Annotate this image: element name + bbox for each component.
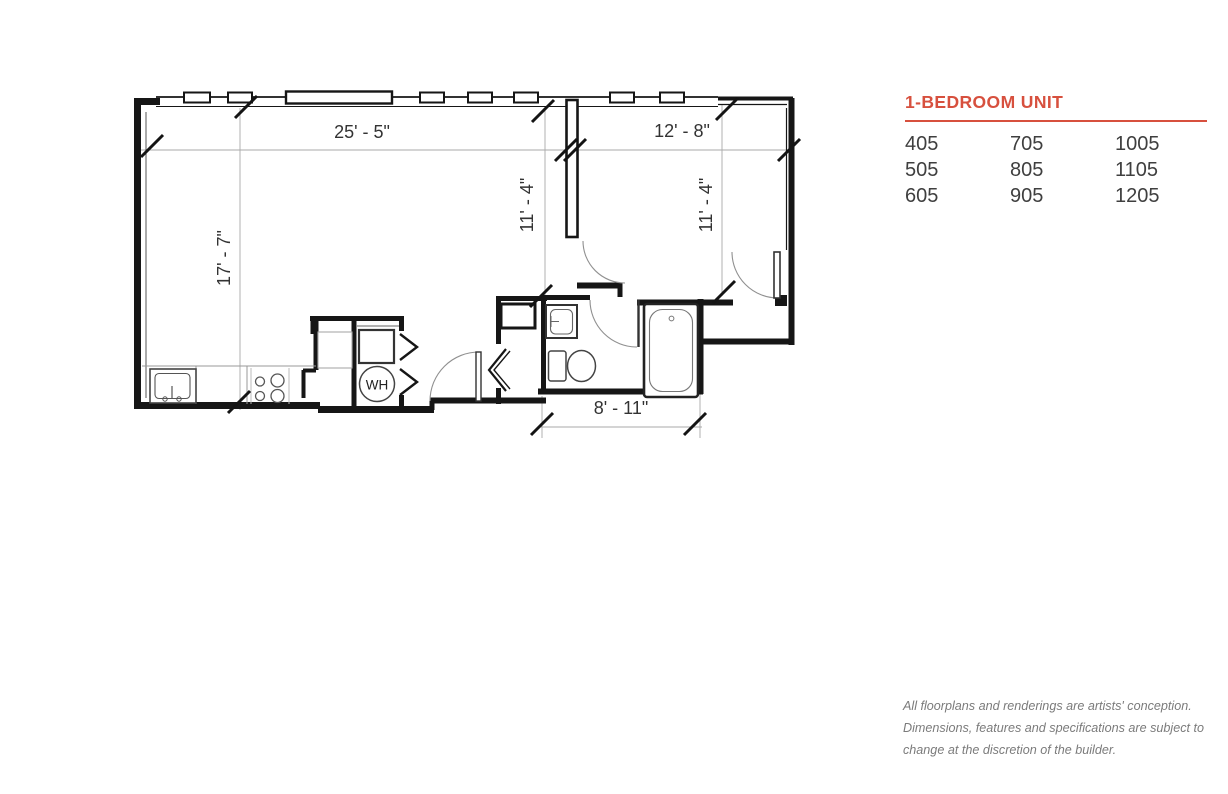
bathroom <box>546 304 698 397</box>
unit-number: 805 <box>1010 159 1044 181</box>
bedroom-closet-door-leaf <box>774 252 780 298</box>
unit-number-list <box>905 131 1207 209</box>
window-icon <box>228 93 252 103</box>
entry-closet-shelf <box>501 304 535 328</box>
bifold-door-icon <box>494 351 510 389</box>
bathtub-icon <box>644 304 698 397</box>
unit-number: 905 <box>1010 185 1044 207</box>
toilet-icon <box>549 351 596 382</box>
water-heater-label: WH <box>365 377 389 393</box>
dim-hall-depth: 11' - 4" <box>517 177 537 233</box>
unit-number: 505 <box>905 159 939 181</box>
washer-icon <box>359 330 394 363</box>
entry-door-arc <box>430 352 479 401</box>
window-icon <box>184 93 210 103</box>
window-icon <box>468 93 492 103</box>
living-bedroom-partition <box>567 100 578 237</box>
unit-number: 605 <box>905 185 939 207</box>
dim-bedroom-depth: 11' - 4" <box>696 177 716 233</box>
bedroom-closet-door-arc <box>732 252 778 298</box>
bedroom-door-arc <box>583 241 625 283</box>
window-icon <box>660 93 684 103</box>
dim-living-depth: 17' - 7" <box>214 230 234 286</box>
bifold-door-icon <box>489 349 506 391</box>
window-icon <box>514 93 538 103</box>
wh-closet-door-icon <box>400 369 417 395</box>
window-wall <box>156 92 718 107</box>
unit-number: 1205 <box>1115 185 1160 207</box>
disclaimer-text: All floorplans and renderings are artists' conception. Dimensions, features and specifications are subject to change at the discretion of the builder. <box>903 699 1205 757</box>
window-icon <box>610 93 634 103</box>
unit-number: 1105 <box>1115 159 1159 181</box>
unit-info-panel <box>905 92 1207 209</box>
window-icon-long <box>286 92 392 104</box>
unit-number: 705 <box>1010 133 1044 155</box>
unit-number: 405 <box>905 133 939 155</box>
kitchen-sink-icon <box>150 369 196 403</box>
floorplan-drawing <box>0 0 840 470</box>
window-icon <box>420 93 444 103</box>
unit-number: 1005 <box>1115 133 1160 155</box>
closet-door-icons <box>400 334 510 395</box>
doors <box>430 241 780 401</box>
dim-living-width: 25' - 5" <box>334 122 390 142</box>
bathroom-sink-icon <box>546 305 577 338</box>
utility-closet <box>359 330 395 402</box>
page-title: 1-BEDROOM UNIT <box>905 92 1207 122</box>
stove-icon <box>256 374 285 403</box>
dim-bedroom-width: 12' - 8" <box>654 121 710 141</box>
refrigerator <box>318 332 352 368</box>
bathroom-door-arc <box>590 300 637 347</box>
entry-door-leaf <box>476 352 481 401</box>
dim-bath-width: 8' - 11" <box>593 398 649 418</box>
wh-closet-door-icon <box>400 334 417 360</box>
